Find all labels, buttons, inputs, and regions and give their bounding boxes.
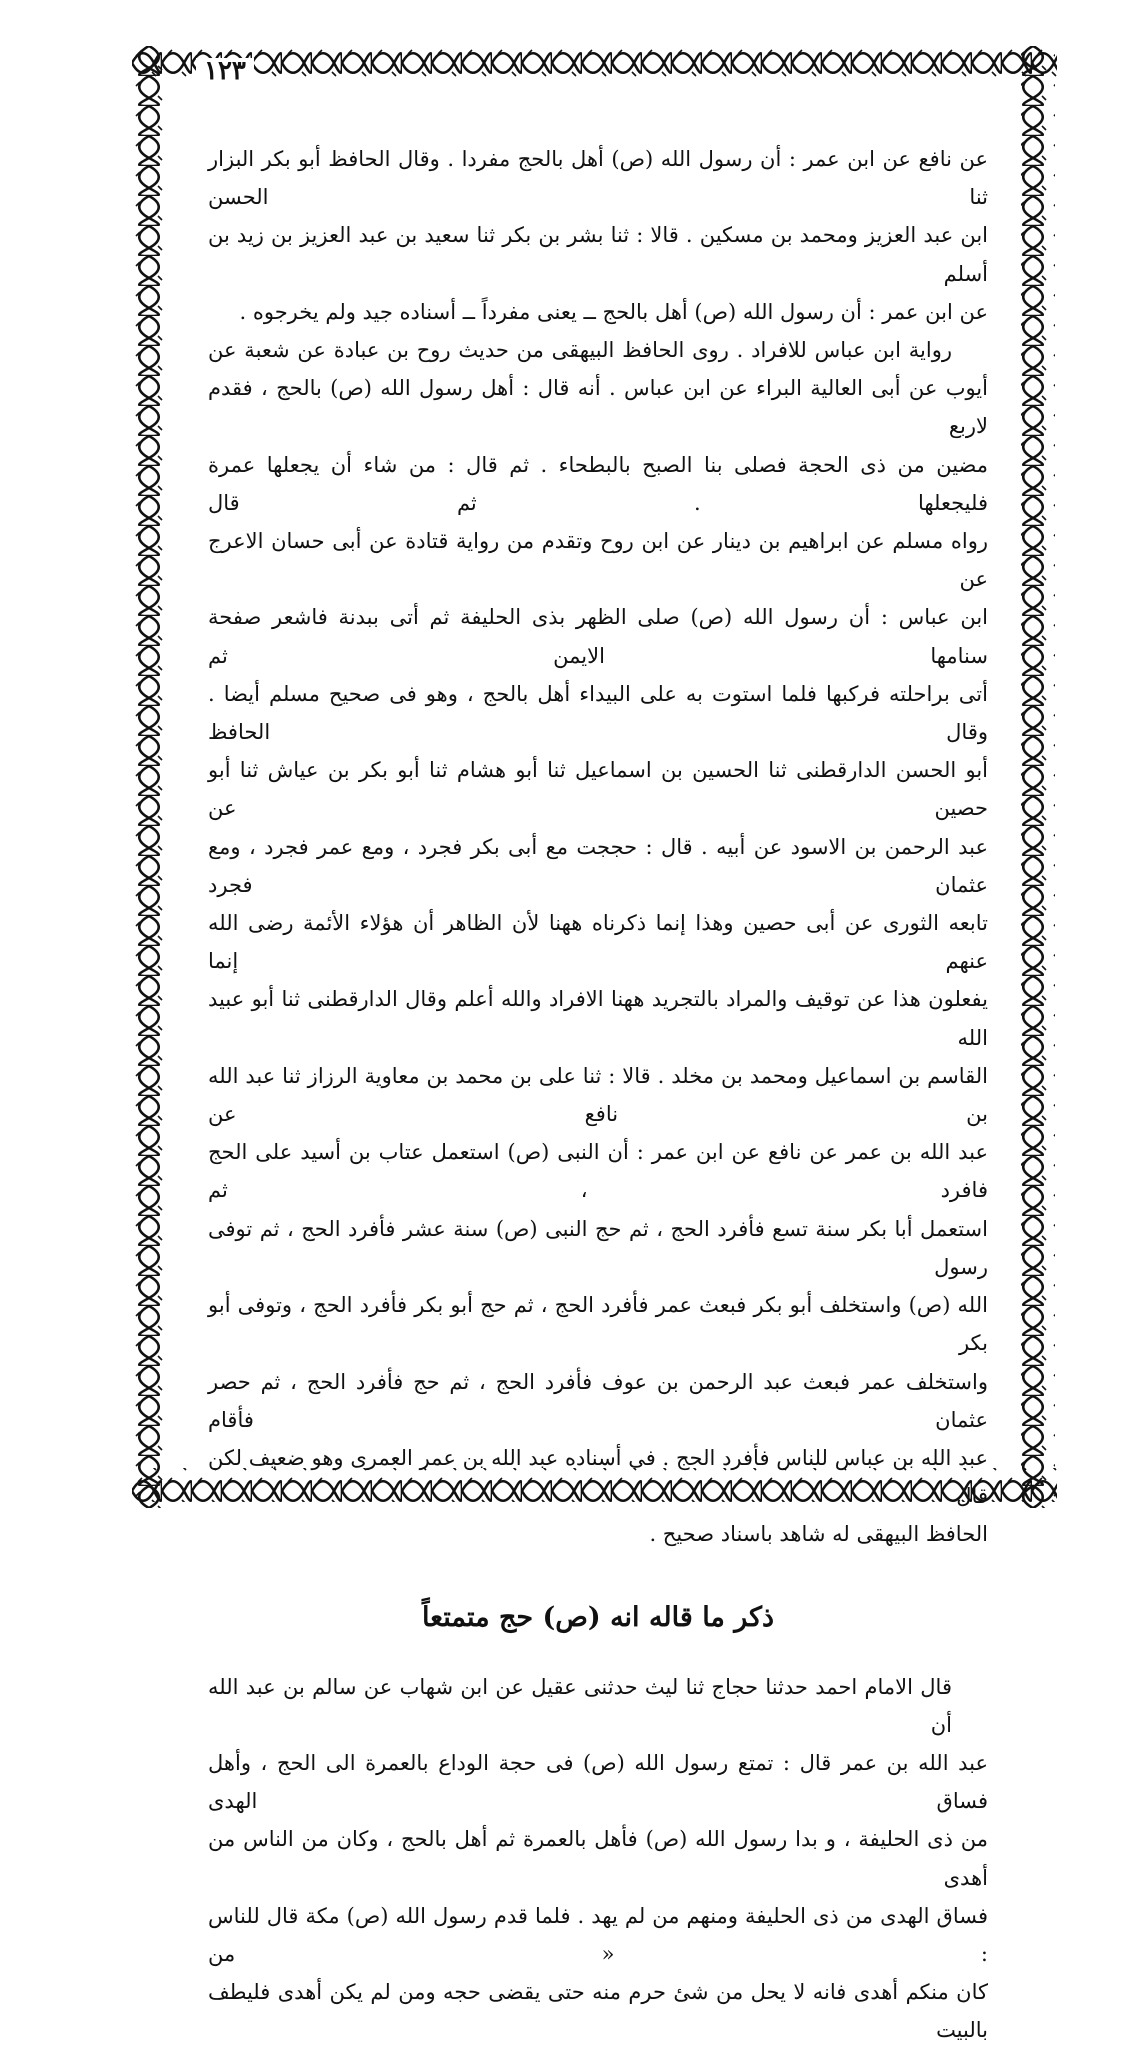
text-line: الحافظ البيهقى له شاهد باسناد صحيح . (649, 1522, 988, 1547)
paragraph-2 (208, 331, 988, 1554)
paragraph-1 (208, 140, 988, 331)
text-line: واستخلف عمر فبعث عبد الرحمن بن عوف فأفرد الحج ، ثم حج فأفرد الحج ، ثم حصر عثمان فأقام (208, 1369, 988, 1432)
text-line: فساق الهدى من ذى الحليفة ومنهم من لم يهد . فلما قدم رسول الله (ص) مكة قال للناس : « من (208, 1903, 988, 1966)
paragraph-3 (208, 1668, 988, 2050)
text-line: من ذى الحليفة ، و بدا رسول الله (ص) فأهل بالعمرة ثم أهل بالحج ، وكان من الناس من أهدى (208, 1827, 988, 1890)
text-line: القاسم بن اسماعيل ومحمد بن مخلد . قالا : ثنا على بن محمد بن معاوية الرزاز ثنا عبد الله بن نافع عن (208, 1063, 988, 1127)
text-line: مضين من ذى الحجة فصلى بنا الصبح بالبطحاء . ثم قال : من شاء أن يجعلها عمرة فليجعلها . ثم قال (208, 452, 988, 515)
document-body (208, 140, 988, 2050)
text-line: الله (ص) واستخلف أبو بكر فبعث عمر فأفرد الحج ، ثم حج أبو بكر فأفرد الحج ، وتوفى أبو بكر (208, 1293, 988, 1356)
text-line: يفعلون هذا عن توقيف والمراد بالتجريد ههنا الافراد والله أعلم وقال الدارقطنى ثنا أبو عبيد الله (208, 987, 988, 1050)
page-number: ١٢٣ (196, 58, 254, 84)
text-line: أيوب عن أبى العالية البراء عن ابن عباس . أنه قال : أهل رسول الله (ص) بالحج ، فقدم لاربع (208, 376, 988, 439)
text-line: أبو الحسن الدارقطنى ثنا الحسين بن اسماعيل ثنا أبو هشام ثنا أبو بكر بن عياش ثنا أبو حصين عن (208, 758, 988, 821)
text-line: عبد الرحمن بن الاسود عن أبيه . قال : حججت مع أبى بكر فجرد ، ومع عمر فجرد ، ومع عثمان فجرد (208, 834, 988, 897)
text-line: ابن عبد العزيز ومحمد بن مسكين . قالا : ثنا بشر بن بكر ثنا سعيد بن عبد العزيز بن زيد بن أسلم (208, 223, 988, 286)
text-line: قال الامام احمد حدثنا حجاج ثنا ليث حدثنى عقيل عن ابن شهاب عن سالم بن عبد الله أن (208, 1674, 952, 1737)
text-line: رواه مسلم عن ابراهيم بن دينار عن ابن روح وتقدم من رواية قتادة عن أبى حسان الاعرج عن (208, 529, 988, 592)
text-line: عبد الله بن عباس للناس فأفرد الحج . فى أسناده عبد الله بن عمر العمرى وهو ضعيف لكن قال (208, 1445, 988, 1509)
text-line: عبد الله بن عمر عن نافع عن ابن عمر : أن النبى (ص) استعمل عتاب بن أسيد على الحج فافرد ، ثم (208, 1140, 988, 1203)
text-line: عن نافع عن ابن عمر : أن رسول الله (ص) أهل بالحج مفردا . وقال الحافظ أبو بكر البزار ثنا الحسن (208, 147, 988, 210)
text-line: عبد الله بن عمر قال : تمتع رسول الله (ص) فى حجة الوداع بالعمرة الى الحج ، وأهل فساق الهدى (208, 1750, 988, 1814)
text-line: رواية ابن عباس للافراد . روى الحافظ البيهقى من حديث روح بن عبادة عن شعبة عن (208, 338, 952, 363)
text-line: استعمل أبا بكر سنة تسع فأفرد الحج ، ثم حج النبى (ص) سنة عشر فأفرد الحج ، ثم توفى رسول (208, 1216, 988, 1279)
section-heading: ذكر ما قاله انه (ص) حج متمتعاً (421, 1601, 775, 1633)
text-line: ابن عباس : أن رسول الله (ص) صلى الظهر بذى الحليفة ثم أتى ببدنة فاشعر صفحة سنامها الايمن ثم (208, 605, 988, 668)
text-line: أتى براحلته فركبها فلما استوت به على البيداء أهل بالحج ، وهو فى صحيح مسلم أيضا . وقال الحافظ (208, 681, 988, 745)
text-line: عن ابن عمر : أن رسول الله (ص) أهل بالحج ــ يعنى مفرداً ــ أسناده جيد ولم يخرجوه . (239, 299, 988, 324)
text-line: تابعه الثورى عن أبى حصين وهذا إنما ذكرناه ههنا لأن الظاهر أن هؤلاء الأئمة رضى الله عنهم إنما (208, 911, 988, 974)
text-line: كان منكم أهدى فانه لا يحل من شئ حرم منه حتى يقضى حجه ومن لم يكن أهدى فليطف بالبيت (208, 1980, 988, 2043)
